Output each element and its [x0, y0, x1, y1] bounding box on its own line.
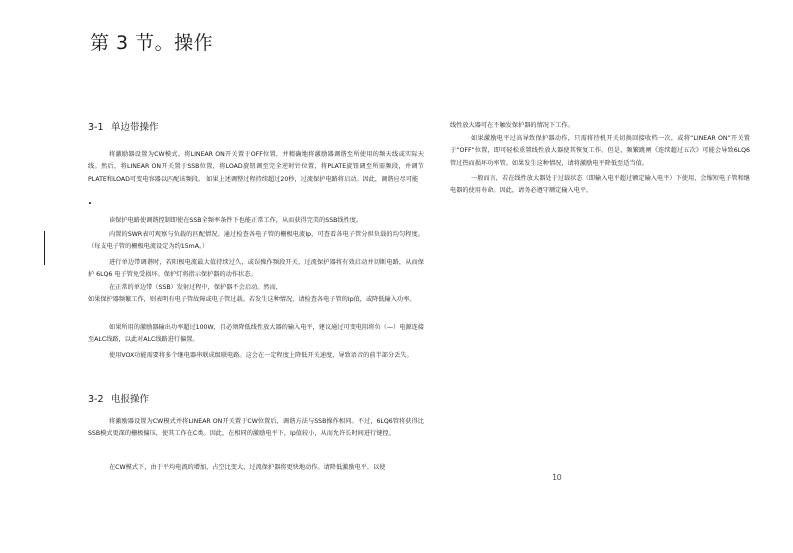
- paragraph: 使用VOX功能需要将多个继电器串联成级联电路。这会在一定程度上降低开关速度，导致语音的前半部分丢失。: [109, 352, 413, 359]
- margin-mark: [44, 231, 45, 265]
- paragraph: 读保护电路使调谐控制即使在SSB全频率条件下也能正常工作，从而获得完美的SSB线性度。: [109, 217, 363, 224]
- paragraph: 如果激励电平过高导致保护器动作，只需将待机开关切换回接收档一次，或将“LINEAR ON”开关置于“OFF”位置，即可轻松重置线性放大器使其恢复工作。但是，频繁跳闸《连续超过五次》可能会导致6LQ6管过热而损坏功率管。如果发生这种情况，请将激励电平降低至适当值。: [450, 135, 750, 167]
- paragraph: 在正常的单边带（SSB）发射过程中，保护器不会启动。然而，: [109, 284, 282, 291]
- section-heading-3-1: [88, 119, 159, 133]
- section-title: 单边带操作: [111, 122, 159, 133]
- page-title: 第 3 节。操作: [90, 32, 214, 54]
- section-number: 3-1: [88, 122, 104, 133]
- paragraph: 将激励器设置为CW模式。将LINEAR ON开关置于OFF位置，并精确地将激励器调谐至所使用的频天线或实际天线。然后，将LINEAR ON开关置于SSB位置，将LOAD旋钮调至完全逆时针位置，将PLATE旋钮调至所需频段，并调节PLATE和LOAD可变电容器以匹配该频段。 如果上述调整过程持续超过20秒，过流保护电路将启动。因此，调谐应尽可能: [88, 151, 424, 183]
- paragraph: 将激励器设置为CW模式并将LINEAR ON开关置于CW位置后，调谐方法与SSB操作相同。不过，6LQ6管将获得比SSB模式更深的栅极偏压，使其工作在C类。因此，在相同的激励电平下，Ip值较小，从而允许长时间进行键控。: [88, 418, 424, 438]
- paragraph: 如果保护器频繁工作，则表明有电子管故障或电子管过载。若发生这种情况，请检查各电子管的Ip值，或降低输入功率。: [88, 296, 416, 303]
- paragraph: 线性放大器可在不触发保护器的情况下工作。: [450, 122, 574, 129]
- paragraph: 进行单边带调谐时，若阳极电流最大值持续过久，或误操作频段开关，过流保护器将有效启动并切断电路，从而保护 6LQ6 电子管免受损坏。保护灯将指示保护器的动作状态。: [88, 259, 424, 279]
- bullet-dot: .: [88, 196, 92, 207]
- page-number: 10: [552, 473, 562, 482]
- section-number: 3-2: [88, 394, 104, 405]
- paragraph: 一般而言，若在线性放大器处于过载状态（即输入电平超过额定输入电平）下使用，会缩短电子管和继电器的使用寿命。因此，请务必遵守额定输入电平。: [450, 175, 750, 195]
- section-heading-3-2: [88, 391, 149, 405]
- paragraph: 在CW模式下，由于平均电流的增加，占空比变大，过流保护器将更快地动作。请降低激励电平，以使: [109, 464, 386, 471]
- paragraph: 内置的SWR表可观察与负载的匹配情况。通过检查各电子管的栅极电流Ip，可查看各电子管分担负载的均匀程度。（每支电子管的栅极电流设定为约15mA。）: [88, 231, 424, 251]
- paragraph: 如果所用的激励器输出功率超过100W，且必须降低线性放大器的输入电平，建议通过可变电阻将负（—）电源连接至ALC线路，以此对ALC线路进行偏置。: [88, 324, 424, 344]
- section-title: 电报操作: [111, 394, 150, 405]
